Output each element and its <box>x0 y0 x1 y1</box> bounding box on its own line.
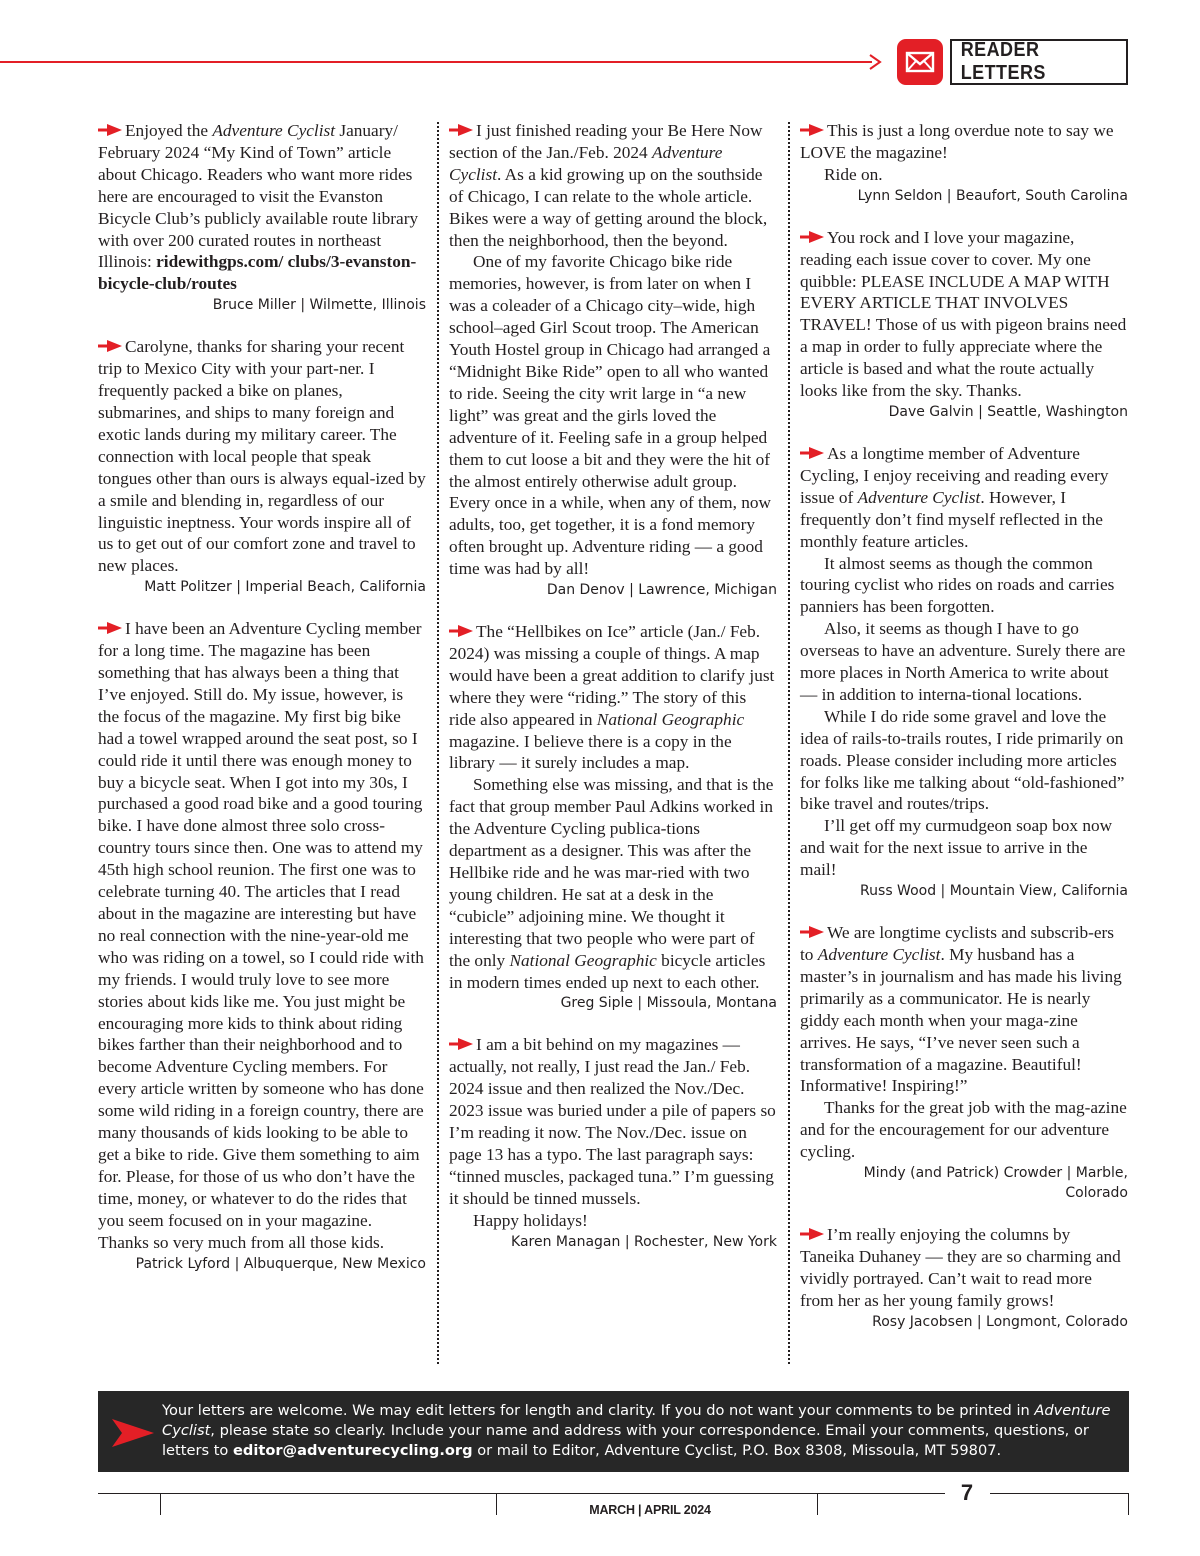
magazine-title: Adventure Cyclist <box>162 1402 1111 1439</box>
letters-policy-banner <box>98 1391 1129 1472</box>
letter-text: Enjoyed the <box>125 121 213 140</box>
letter-text: January/ February 2024 “My Kind of Town” article about Chicago. Readers who want more rides here are encouraged to visit the Evanston Bicycle Club’s publicly available route library with over 200 curated routes in northeast Illinois: <box>98 121 419 272</box>
letter-paragraph: While I do ride some gravel and love the idea of rails-to-trails routes, I ride primarily on roads. Please consider including more articles for folks like me talking about “old-fashioned” bike travel and routes/trips. <box>800 706 1125 814</box>
letter-lynn-seldon <box>800 120 1128 206</box>
policy-text: or mail to Editor, Adventure Cyclist, P.O. Box 8308, Missoula, MT 59807. <box>472 1442 1002 1459</box>
letter-text: As a longtime member of Adventure Cycling, I enjoy receiving and reading every issue of <box>800 443 1109 507</box>
letters-policy-text <box>162 1401 1120 1461</box>
letter-paragraph: Happy holidays! <box>473 1210 588 1230</box>
letter-text: The “Hellbikes on Ice” article (Jan./ Feb. 2024) was missing a couple of things. A map would have been a great addition to clarify just where they were “riding.” The story of this ride also appeared in <box>449 622 775 729</box>
letter-matt-politzer <box>98 336 426 597</box>
letter-text: Carolyne, thanks for sharing your recent trip to Mexico City with your part-ner. I frequently packed a bike on planes, submarines, and ships to many foreign and exotic lands during my military career. The connection with local people that speak tongues other than ours is always equal-ized by a smile and blending in, regardless of our linguistic ineptness. Your words inspire all of us to get out of our comfort zone and travel to new places. <box>98 337 426 576</box>
letter-paragraph: Thanks for the great job with the mag-azine and for the encouragement for our adventure cycling. <box>800 1098 1127 1162</box>
letter-text: I just finished reading your Be Here Now section of the Jan./Feb. 2024 <box>449 121 763 162</box>
magazine-title: National Geographic <box>509 950 657 970</box>
letter-mindy-crowder <box>800 922 1128 1203</box>
letter-text: Something else was missing, and that is the fact that group member Paul Adkins worked in the Adventure Cycling publica-tions department as a designer. This was after the Hellbike ride and he was mar-ried with two young children. He sat at a desk in the “cubicle” adjoining mine. We thought it interesting that two people who were part of the only <box>449 775 774 970</box>
letter-signature: Lynn Seldon | Beaufort, South Carolina <box>857 187 1128 204</box>
letter-text: You rock and I love your magazine, reading each issue cover to cover. My one quibble: PLEASE INCLUDE A MAP WITH EVERY ARTICLE THAT INVOLVES TRAVEL! Those of us with pigeon brains need a map in order to fully appreciate where the article is based and what the route actually looks like from the sky. Thanks. <box>800 227 1127 401</box>
column-3 <box>800 120 1128 1353</box>
policy-text: , please state so clearly. Include your name and address with your correspondence. Email your comments, questions, or letters to <box>162 1422 1089 1459</box>
arrow-bullet-icon <box>800 231 824 243</box>
letter-paragraph: I’ll get off my curmudgeon soap box now and wait for the next issue to arrive in the mail! <box>800 816 1113 880</box>
footer-tick <box>160 1493 161 1515</box>
letter-paragraph: Also, it seems as though I have to go overseas to have an adventure. Surely there are more places in North America to write about — in addition to interna-tional locations. <box>800 619 1126 704</box>
letter-paragraph: One of my favorite Chicago bike ride memories, however, is from later on when I was a coleader of a Chicago city–wide, high school–aged Girl Scout troop. The American Youth Hostel group in Chicago had arranged a “Midnight Bike Ride” open to all who wanted to ride. Seeing the city writ large in “a new light” was great and the girls loved the adventure of it. Feeling safe in a group helped them to cut loose a bit and they were the hit of the almost entirely otherwise adult group. Every once in a while, when any of them, now adults, too, get together, it is a fond memory often brought up. Adventure riding — a good time was had by all! <box>449 252 772 579</box>
column-1 <box>98 120 426 1295</box>
envelope-icon <box>897 39 943 85</box>
arrow-bullet-icon <box>800 447 824 459</box>
magazine-title: Adventure Cyclist <box>212 121 336 140</box>
editor-email-link[interactable]: editor@adventurecycling.org <box>233 1442 473 1459</box>
letter-signature: Dave Galvin | Seattle, Washington <box>888 403 1128 420</box>
header-rule <box>0 61 872 63</box>
arrow-bullet-icon <box>98 124 122 136</box>
letter-signature: Rosy Jacobsen | Longmont, Colorado <box>872 1313 1128 1330</box>
arrow-bullet-icon <box>800 124 824 136</box>
letter-signature: Russ Wood | Mountain View, California <box>860 883 1128 900</box>
footer-tick <box>496 1493 497 1515</box>
letter-text: magazine. I believe there is a copy in the library — it surely includes a map. <box>449 731 732 773</box>
letter-patrick-lyford <box>98 618 426 1273</box>
letter-russ-wood <box>800 443 1128 901</box>
letter-text: . My husband has a master’s in journalism and has made his living primarily as a communicator. He is nearly giddy each month when your maga-zine arrives. He says, “I’ve never seen such a transformation of a magazine. Beautiful! Informative! Inspiring!” <box>800 945 1122 1096</box>
letter-signature: Greg Siple | Missoula, Montana <box>560 995 777 1012</box>
magazine-title: Adventure Cyclist <box>817 945 941 964</box>
column-2 <box>449 120 777 1273</box>
letter-bruce-miller <box>98 120 426 315</box>
page-number: 7 <box>960 1480 974 1505</box>
letter-text: I am a bit behind on my magazines — actually, not really, I just read the Jan./ Feb. 2024 issue and then realized the Nov./Dec. 2023 issue was buried under a pile of papers so I’m reading it now. The Nov./Dec. issue on page 13 has a typo. The last paragraph says: “tinned muscles, packaged tuna.” I’m guessing it should be tinned mussels. <box>449 1035 776 1208</box>
arrow-bullet-icon <box>449 625 473 637</box>
letter-text: I’m really enjoying the columns by Taneika Duhaney — they are so charming and vividly portrayed. Can’t wait to read more from her as her young family grows! <box>800 1225 1121 1310</box>
letter-text: . However, I frequently don’t find myself reflected in the monthly feature articles. <box>800 487 1103 551</box>
letter-signature: Mindy (and Patrick) Crowder | Marble, Colorado <box>863 1165 1128 1202</box>
letter-dave-galvin <box>800 227 1128 422</box>
footer-tick <box>1128 1493 1129 1515</box>
letter-text: bicycle articles in modern times ended up next to each other. <box>449 950 766 992</box>
letter-dan-denov <box>449 120 777 600</box>
letter-signature: Patrick Lyford | Albuquerque, New Mexico <box>135 1255 426 1272</box>
column-divider <box>788 122 790 1364</box>
magazine-title: Adventure Cyclist <box>449 142 723 184</box>
letter-paragraph: It almost seems as though the common touring cyclist who rides on roads and carries panniers has been forgotten. <box>800 553 1115 617</box>
policy-text: Your letters are welcome. We may edit letters for length and clarity. If you do not want your comments to be printed in <box>162 1402 1035 1419</box>
letter-greg-siple <box>449 621 777 1013</box>
arrow-icon <box>110 1417 154 1449</box>
arrow-bullet-icon <box>449 1038 473 1050</box>
letter-signature: Matt Politzer | Imperial Beach, California <box>144 579 426 596</box>
header-arrow-icon <box>866 53 884 71</box>
footer-tick <box>817 1493 818 1515</box>
issue-date: MARCH | APRIL 2024 <box>589 1503 711 1517</box>
section-title: READER LETTERS <box>960 39 1046 84</box>
letter-rosy-jacobsen <box>800 1224 1128 1332</box>
letter-signature: Dan Denov | Lawrence, Michigan <box>546 582 777 599</box>
letter-signature: Bruce Miller | Wilmette, Illinois <box>212 297 426 314</box>
letter-signature: Karen Managan | Rochester, New York <box>511 1233 777 1250</box>
section-title-box <box>950 39 1128 85</box>
arrow-bullet-icon <box>98 622 122 634</box>
letter-text: We are longtime cyclists and subscrib-ers to <box>800 923 1115 964</box>
arrow-bullet-icon <box>800 926 824 938</box>
magazine-title: Adventure Cyclist <box>857 487 981 507</box>
magazine-title: National Geographic <box>596 709 745 729</box>
letter-paragraph: Ride on. <box>824 164 883 184</box>
arrow-bullet-icon <box>449 124 473 136</box>
letter-text: This is just a long overdue note to say we LOVE the magazine! <box>800 121 1114 162</box>
letter-text: I have been an Adventure Cycling member for a long time. The magazine has been something that has always been a thing that I’ve enjoyed. Still do. My issue, however, is the focus of the magazine. My first big bike had a towel wrapped around the seat post, so I could ride it until there was enough money to buy a bicycle seat. When I got into my 30s, I purchased a good road bike and a good touring bike. I have done almost three solo cross-country tours since then. One was to attend my 45th high school reunion. The first one was to celebrate turning 40. The articles that I read about in the magazine are interesting but have no real connection with the nine-year-old me who was riding on a towel, so I could ride with my friends. I would truly love to see more stories about kids like me. You just might be encouraging more kids to think about riding bikes farther than their neighborhood and to become Adventure Cycling members. For every article written by someone who has done some wild riding in a foreign country, there are many thousands of kids looking to be able to get a bike to ride. Give them something to aim for. Please, for those of us who don’t have the time, money, or whatever to do the rides that you seem focused on in your magazine. Thanks so very much from all those kids. <box>98 619 424 1252</box>
arrow-bullet-icon <box>800 1228 824 1240</box>
column-divider <box>437 122 439 1364</box>
route-library-link[interactable]: ridewithgps.com/ clubs/3-evanston-bicycle-club/routes <box>98 252 417 294</box>
letter-karen-managan <box>449 1034 777 1251</box>
footer-rule <box>990 1493 1129 1494</box>
arrow-bullet-icon <box>98 340 122 352</box>
letter-text: . As a kid growing up on the southside of Chicago, I can relate to the whole article. Bikes were a way of getting around the block, then the neighborhood, then the beyond. <box>449 164 768 250</box>
